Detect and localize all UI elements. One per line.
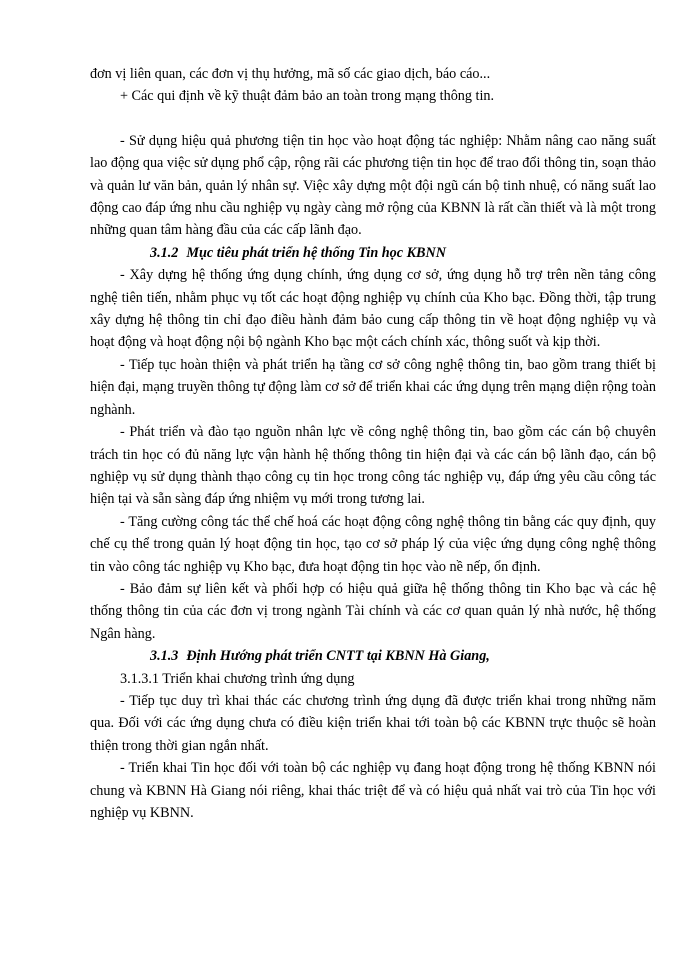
body-paragraph: - Tiếp tục hoàn thiện và phát triển hạ tầng cơ sở công nghệ thông tin, bao gồm trang thiết bị hiện đại, mạng truyền thông tự động làm cơ sở để triển khai các ứng dụng trên mạng diện rộng toàn nghành. [90, 356, 656, 418]
body-paragraph: đơn vị liên quan, các đơn vị thụ hưởng, mã số các giao dịch, báo cáo... [90, 66, 491, 82]
paragraph-spacer [90, 108, 656, 130]
section-number: 3.1.2 [150, 244, 179, 261]
subsection-heading: 3.1.3.1 Triển khai chương trình ứng dụng [120, 670, 355, 687]
body-paragraph: - Sử dụng hiệu quả phương tiện tin học vào hoạt động tác nghiệp: Nhằm nâng cao năng suất lao động qua việc sử dụng phổ cập, rộng rãi các phương tiện tin học để trao đổi thông tin, soạn thảo và quản lư văn bản, quản lý nhân sự. Việc xây dựng một đội ngũ cán bộ tinh nhuệ, có năng suất lao động cao đáp ứng nhu cầu nghiệp vụ ngày càng mở rộng của KBNN là rất cần thiết và là một trong những quan tâm hàng đầu của các cấp lãnh đạo. [90, 132, 656, 239]
body-paragraph: - Tăng cường công tác thể chế hoá các hoạt động công nghệ thông tin bằng các quy định, quy chế cụ thể trong quản lý hoạt động tin học, tạo cơ sở pháp lý của việc ứng dụng công nghệ thông tin vào công tác nghiệp vụ Kho bạc, đưa hoạt động tin học vào nề nếp, ổn định. [90, 513, 656, 575]
section-title: Mục tiêu phát triển hệ thống Tin học KBNN [186, 244, 447, 261]
section-heading [90, 645, 656, 667]
body-paragraph: - Bảo đảm sự liên kết và phối hợp có hiệu quả giữa hệ thống thông tin Kho bạc và các hệ thống thông tin của các đơn vị trong ngành Tài chính và các cơ quan quản lý nhà nước, hệ thống Ngân hàng. [90, 580, 656, 642]
document-body [90, 63, 656, 824]
body-paragraph: + Các qui định về kỹ thuật đảm bảo an toàn trong mạng thông tin. [120, 88, 495, 105]
section-title: Định Hướng phát triển CNTT tại KBNN Hà Giang, [186, 648, 490, 665]
body-paragraph: - Xây dựng hệ thống ứng dụng chính, ứng dụng cơ sở, ứng dụng hỗ trợ trên nền tảng công nghệ tiên tiến, nhằm phục vụ tốt các hoạt động nghiệp vụ chính của Kho bạc. Đồng thời, tập trung xây dựng hệ thông tin chỉ đạo điều hành đảm bảo cung cấp thông tin về hoạt động nghiệp vụ và hoạt động và hoạt động nội bộ ngành Kho bạc một cách chính xác, thông suốt và kịp thời. [90, 267, 656, 351]
body-paragraph: - Tiếp tục duy trì khai thác các chương trình ứng dụng đã được triển khai trong những năm qua. Đối với các ứng dụng chưa có điều kiện triển khai tới toàn bộ các KBNN trực thuộc sẽ hoàn thiện trong thời gian ngắn nhất. [90, 692, 656, 754]
section-number: 3.1.3 [150, 648, 179, 665]
body-paragraph: - Phát triển và đào tạo nguồn nhân lực về công nghệ thông tin, bao gồm các cán bộ chuyên trách tin học có đủ năng lực vận hành hệ thống thông tin hiện đại và các cán bộ lãnh đạo, cán bộ nghiệp vụ sử dụng thành thạo công cụ tin học trong công tác nghiệp vụ, đáp ứng yêu cầu công tác hiện tại và sẵn sàng đáp ứng nhiệm vụ mới trong tương lai. [90, 424, 656, 508]
body-paragraph: - Triển khai Tin học đối với toàn bộ các nghiệp vụ đang hoạt động trong hệ thống KBNN nói chung và KBNN Hà Giang nói riêng, khai thác triệt để và có hiệu quả nhất vai trò của Tin học với nghiệp vụ KBNN. [90, 760, 656, 821]
section-heading [90, 242, 656, 264]
